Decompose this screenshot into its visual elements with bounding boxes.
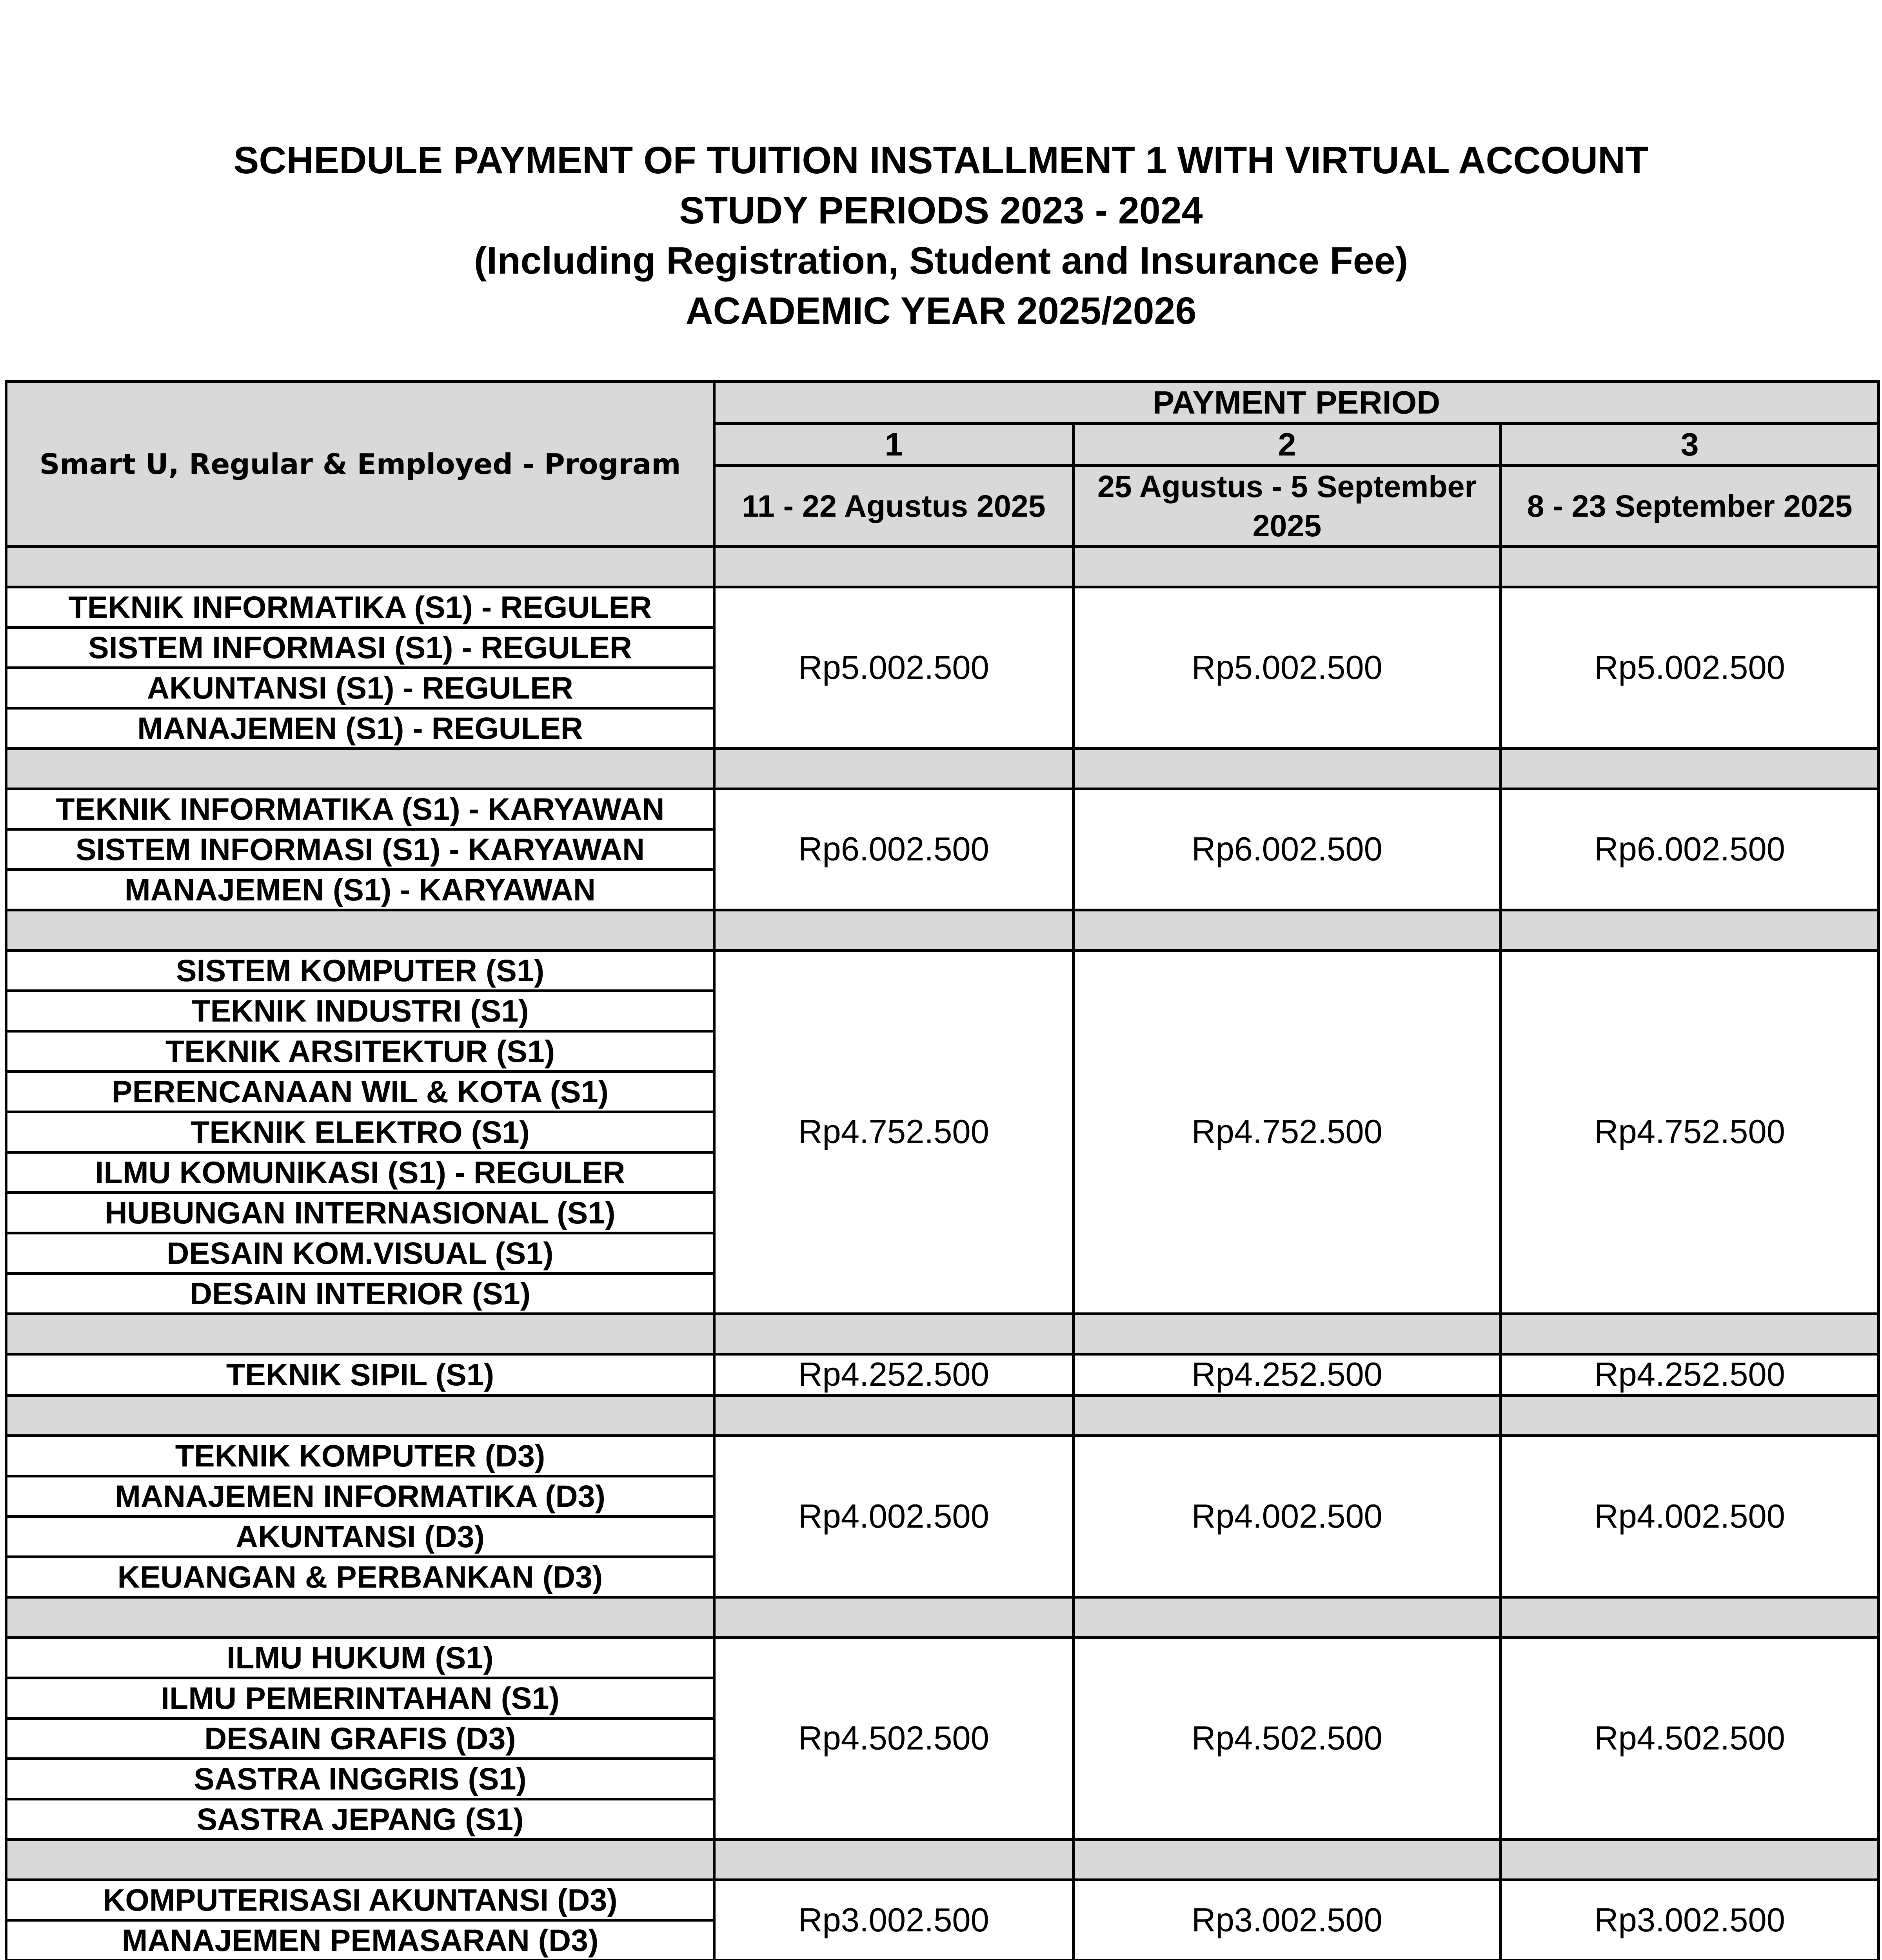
program-name: TEKNIK INFORMATIKA (S1) - KARYAWAN xyxy=(6,789,714,829)
program-name: AKUNTANSI (D3) xyxy=(6,1517,714,1557)
tuition-price-period-2: Rp4.252.500 xyxy=(1074,1354,1501,1396)
table-row xyxy=(6,1436,1879,1476)
program-name: TEKNIK ARSITEKTUR (S1) xyxy=(6,1031,714,1072)
separator-cell xyxy=(1501,749,1879,789)
program-name: SASTRA JEPANG (S1) xyxy=(6,1799,714,1840)
separator-cell xyxy=(6,1597,714,1638)
tuition-price-period-3: Rp4.002.500 xyxy=(1501,1436,1879,1597)
separator-cell xyxy=(714,1314,1074,1354)
table-row xyxy=(6,951,1879,991)
program-name: TEKNIK ELEKTRO (S1) xyxy=(6,1112,714,1152)
period-dates-2: 25 Agustus - 5 September 2025 xyxy=(1074,466,1501,547)
program-name: ILMU HUKUM (S1) xyxy=(6,1638,714,1678)
separator-cell xyxy=(1501,1840,1879,1880)
program-name: ILMU PEMERINTAHAN (S1) xyxy=(6,1678,714,1719)
tuition-price-period-1: Rp3.002.500 xyxy=(714,1880,1074,1960)
program-name: SISTEM INFORMASI (S1) - REGULER xyxy=(6,628,714,668)
title-line-2: STUDY PERIODS 2023 - 2024 xyxy=(679,189,1203,232)
separator-row xyxy=(6,1314,1879,1354)
separator-row xyxy=(6,1597,1879,1638)
program-name: TEKNIK KOMPUTER (D3) xyxy=(6,1436,714,1476)
document-title xyxy=(0,135,1882,336)
separator-cell xyxy=(6,1840,714,1880)
program-name: SISTEM KOMPUTER (S1) xyxy=(6,951,714,991)
program-name: AKUNTANSI (S1) - REGULER xyxy=(6,668,714,708)
payment-period-header: PAYMENT PERIOD xyxy=(714,382,1879,424)
table-row xyxy=(6,1354,1879,1396)
table-row xyxy=(6,1880,1879,1920)
separator-cell xyxy=(1074,749,1501,789)
program-name: ILMU KOMUNIKASI (S1) - REGULER xyxy=(6,1152,714,1193)
program-name: HUBUNGAN INTERNASIONAL (S1) xyxy=(6,1193,714,1233)
separator-cell xyxy=(6,910,714,951)
program-name: SISTEM INFORMASI (S1) - KARYAWAN xyxy=(6,829,714,870)
program-name: MANAJEMEN (S1) - REGULER xyxy=(6,708,714,749)
separator-cell xyxy=(714,910,1074,951)
separator-cell xyxy=(1074,1314,1501,1354)
separator-row xyxy=(6,749,1879,789)
program-name: TEKNIK INDUSTRI (S1) xyxy=(6,991,714,1031)
program-name: TEKNIK SIPIL (S1) xyxy=(6,1354,714,1396)
tuition-price-period-1: Rp4.502.500 xyxy=(714,1638,1074,1840)
separator-row xyxy=(6,1840,1879,1880)
tuition-price-period-1: Rp5.002.500 xyxy=(714,587,1074,749)
separator-cell xyxy=(1074,910,1501,951)
tuition-price-period-1: Rp6.002.500 xyxy=(714,789,1074,910)
program-column-header: Smart U, Regular & Employed - Program xyxy=(6,382,714,547)
separator-cell xyxy=(714,1396,1074,1436)
program-name: PERENCANAAN WIL & KOTA (S1) xyxy=(6,1072,714,1112)
separator-cell xyxy=(1501,1396,1879,1436)
program-name: TEKNIK INFORMATIKA (S1) - REGULER xyxy=(6,587,714,628)
program-name: MANAJEMEN (S1) - KARYAWAN xyxy=(6,870,714,910)
separator-cell xyxy=(1501,910,1879,951)
separator-cell xyxy=(714,1840,1074,1880)
program-name: DESAIN INTERIOR (S1) xyxy=(6,1274,714,1314)
tuition-price-period-2: Rp4.752.500 xyxy=(1074,951,1501,1314)
separator-cell xyxy=(714,547,1074,587)
separator-row xyxy=(6,910,1879,951)
separator-cell xyxy=(1074,1597,1501,1638)
payment-schedule-table xyxy=(5,380,1880,1960)
separator-cell xyxy=(6,547,714,587)
separator-row xyxy=(6,1396,1879,1436)
separator-cell xyxy=(6,1396,714,1436)
separator-cell xyxy=(6,749,714,789)
separator-cell xyxy=(6,1314,714,1354)
program-name: DESAIN GRAFIS (D3) xyxy=(6,1719,714,1759)
tuition-price-period-3: Rp4.752.500 xyxy=(1501,951,1879,1314)
period-number-1: 1 xyxy=(714,424,1074,466)
tuition-price-period-1: Rp4.252.500 xyxy=(714,1354,1074,1396)
period-dates-1: 11 - 22 Agustus 2025 xyxy=(714,466,1074,547)
tuition-price-period-3: Rp3.002.500 xyxy=(1501,1880,1879,1960)
period-dates-3: 8 - 23 September 2025 xyxy=(1501,466,1879,547)
title-line-4: ACADEMIC YEAR 2025/2026 xyxy=(685,289,1197,332)
program-name: MANAJEMEN PEMASARAN (D3) xyxy=(6,1920,714,1960)
separator-cell xyxy=(1074,1396,1501,1436)
program-name: KEUANGAN & PERBANKAN (D3) xyxy=(6,1557,714,1597)
program-name: SASTRA INGGRIS (S1) xyxy=(6,1759,714,1799)
separator-cell xyxy=(1074,547,1501,587)
table-row xyxy=(6,1638,1879,1678)
period-number-2: 2 xyxy=(1074,424,1501,466)
program-name: KOMPUTERISASI AKUNTANSI (D3) xyxy=(6,1880,714,1920)
tuition-price-period-2: Rp6.002.500 xyxy=(1074,789,1501,910)
tuition-price-period-1: Rp4.002.500 xyxy=(714,1436,1074,1597)
tuition-price-period-2: Rp4.502.500 xyxy=(1074,1638,1501,1840)
title-line-3: (Including Registration, Student and Insurance Fee) xyxy=(474,239,1408,282)
separator-cell xyxy=(714,749,1074,789)
table-row xyxy=(6,587,1879,628)
title-line-1: SCHEDULE PAYMENT OF TUITION INSTALLMENT 1 WITH VIRTUAL ACCOUNT xyxy=(233,139,1649,181)
separator-row xyxy=(6,547,1879,587)
tuition-price-period-3: Rp4.502.500 xyxy=(1501,1638,1879,1840)
tuition-price-period-3: Rp6.002.500 xyxy=(1501,789,1879,910)
separator-cell xyxy=(714,1597,1074,1638)
separator-cell xyxy=(1501,547,1879,587)
tuition-price-period-3: Rp5.002.500 xyxy=(1501,587,1879,749)
program-name: DESAIN KOM.VISUAL (S1) xyxy=(6,1233,714,1274)
program-name: MANAJEMEN INFORMATIKA (D3) xyxy=(6,1476,714,1517)
separator-cell xyxy=(1501,1597,1879,1638)
tuition-price-period-2: Rp4.002.500 xyxy=(1074,1436,1501,1597)
separator-cell xyxy=(1501,1314,1879,1354)
table-row xyxy=(6,789,1879,829)
separator-cell xyxy=(1074,1840,1501,1880)
tuition-price-period-1: Rp4.752.500 xyxy=(714,951,1074,1314)
tuition-price-period-3: Rp4.252.500 xyxy=(1501,1354,1879,1396)
tuition-price-period-2: Rp3.002.500 xyxy=(1074,1880,1501,1960)
period-number-3: 3 xyxy=(1501,424,1879,466)
tuition-price-period-2: Rp5.002.500 xyxy=(1074,587,1501,749)
